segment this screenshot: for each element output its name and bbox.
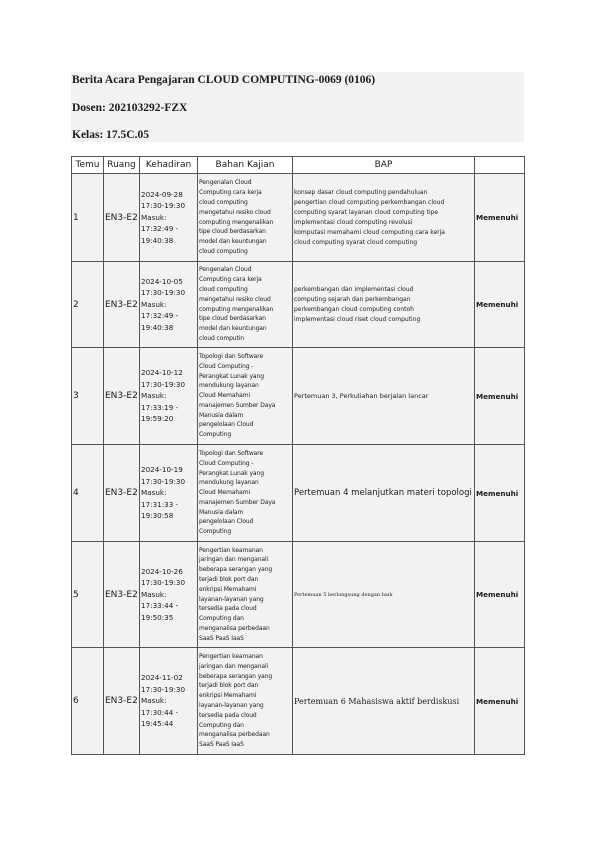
bahan-line: Computing cara kerja — [199, 189, 262, 197]
cell-bahan-kajian — [198, 445, 293, 542]
table-header-row — [72, 157, 525, 174]
cell-kehadiran — [140, 174, 198, 262]
kehadiran-line: 2024-10-05 — [141, 276, 183, 286]
cell-status: Memenuhi — [475, 262, 525, 348]
cell-bap — [293, 445, 475, 542]
bahan-line: Perangkat Lunak yang — [199, 469, 264, 477]
cell-ruang: EN3-E2 — [104, 262, 140, 348]
kehadiran-line: Masuk: — [141, 299, 167, 309]
col-header-bahan-kajian: Bahan Kajian — [198, 157, 293, 174]
cell-kehadiran — [140, 542, 198, 648]
bap-line: implementasi cloud computing revolusi — [294, 218, 413, 226]
bap-line: Pertemuan 6 Mahasiswa aktif berdiskusi — [294, 696, 460, 706]
table-row — [72, 262, 525, 348]
kehadiran-line: 17:30-19:30 — [141, 476, 186, 486]
cell-temu: 2 — [72, 262, 104, 348]
cell-bahan-kajian — [198, 648, 293, 755]
bap-line: konsep dasar cloud computing pendahuluan — [294, 188, 428, 196]
bahan-line: Manusia dalam — [199, 411, 244, 419]
bahan-line: Computing dan — [199, 615, 244, 623]
bahan-line: SaaS PaaS IaaS — [199, 741, 244, 749]
bahan-line: Pengenalan Cloud — [199, 179, 252, 187]
bahan-line: enkripsi Memahami — [199, 585, 257, 593]
bahan-line: mengetahui resiko cloud — [199, 295, 271, 303]
kehadiran-line: 17:30-19:30 — [141, 288, 186, 298]
bap-line: Pertemuan 4 melanjutkan materi topologi — [294, 488, 472, 498]
cell-status: Memenuhi — [475, 174, 525, 262]
bap-line: cloud computing syarat cloud computing — [294, 238, 418, 246]
bahan-line: computing mengenalikan — [199, 305, 274, 313]
cell-ruang: EN3-E2 — [104, 348, 140, 445]
bahan-line: Perangkat Lunak yang — [199, 372, 264, 380]
bahan-line: tersedia pada cloud — [199, 605, 257, 613]
bahan-line: enkripsi Memahami — [199, 692, 257, 700]
bahan-line: Computing cara kerja — [199, 276, 262, 284]
bahan-line: terjadi blok port dan — [199, 682, 259, 690]
kehadiran-line: 19:45:44 — [141, 719, 174, 729]
bahan-line: tersedia pada cloud — [199, 711, 257, 719]
bahan-line: terjadi blok port dan — [199, 575, 259, 583]
bahan-line: mendukung layanan — [199, 382, 259, 390]
kehadiran-line: 2024-10-26 — [141, 566, 183, 576]
report-header — [71, 72, 524, 142]
bahan-line: computing mengenalikan — [199, 218, 274, 226]
kehadiran-line: 17:30:44 - — [141, 707, 179, 717]
kehadiran-line: 17:30-19:30 — [141, 578, 186, 588]
kehadiran-line: 17:32:49 - — [141, 224, 179, 234]
bahan-line: mengetahui resiko cloud — [199, 208, 271, 216]
bahan-line: tipe cloud berdasarkan — [199, 315, 266, 323]
bahan-line: beberapa serangan yang — [199, 566, 273, 574]
kehadiran-line: 2024-11-02 — [141, 673, 183, 683]
kehadiran-line: 17:33:19 - — [141, 402, 179, 412]
kehadiran-line: 2024-10-12 — [141, 368, 183, 378]
cell-bahan-kajian — [198, 262, 293, 348]
kehadiran-line: 19:40:38 — [141, 322, 174, 332]
cell-bahan-kajian — [198, 348, 293, 445]
kehadiran-line: 19:59:20 — [141, 414, 174, 424]
kehadiran-line: 17:30-19:30 — [141, 684, 186, 694]
bahan-line: menganalisa perbedaan — [199, 731, 270, 739]
cell-kehadiran — [140, 445, 198, 542]
cell-bahan-kajian — [198, 542, 293, 648]
kehadiran-line: Masuk: — [141, 212, 167, 222]
bahan-line: cloud computing — [199, 247, 248, 255]
cell-status: Memenuhi — [475, 348, 525, 445]
cell-kehadiran — [140, 648, 198, 755]
bahan-line: Cloud Memahami — [199, 489, 251, 497]
bahan-line: Cloud Computing - — [199, 459, 254, 467]
cell-bap — [293, 348, 475, 445]
cell-status: Memenuhi — [475, 542, 525, 648]
bahan-line: cloud computin — [199, 334, 245, 342]
col-header-kehadiran: Kehadiran — [140, 157, 198, 174]
bahan-line: manajemen Sumber Daya — [199, 498, 276, 506]
bahan-line: layanan-layanan yang — [199, 595, 264, 603]
table-row — [72, 348, 525, 445]
bap-line: computing syarat layanan cloud computing tipe — [294, 208, 439, 216]
bap-line: perkembangan cloud computing contoh — [294, 305, 414, 313]
col-header-ruang: Ruang — [104, 157, 140, 174]
bahan-line: Topologi dan Software — [199, 352, 264, 360]
cell-temu: 6 — [72, 648, 104, 755]
cell-bap — [293, 262, 475, 348]
bahan-line: Topologi dan Software — [199, 449, 264, 457]
bahan-line: tipe cloud berdasarkan — [199, 228, 266, 236]
report-title: Berita Acara Pengajaran CLOUD COMPUTING-0069 (0106) — [72, 74, 376, 86]
bahan-line: mendukung layanan — [199, 479, 259, 487]
kehadiran-line: Masuk: — [141, 391, 167, 401]
cell-temu: 5 — [72, 542, 104, 648]
class-id: Kelas: 17.5C.05 — [72, 129, 149, 141]
kehadiran-line: Masuk: — [141, 488, 167, 498]
bahan-line: Computing dan — [199, 721, 244, 729]
kehadiran-line: 17:30-19:30 — [141, 201, 186, 211]
kehadiran-line: 17:30-19:30 — [141, 379, 186, 389]
bap-line: implementasi cloud riset cloud computing — [294, 315, 421, 323]
bahan-line: beberapa serangan yang — [199, 672, 273, 680]
cell-bap — [293, 648, 475, 755]
lecturer-id: Dosen: 202103292-FZX — [72, 102, 188, 114]
kehadiran-line: 17:31:33 - — [141, 499, 179, 509]
bahan-line: Pengertian keamanan — [199, 546, 263, 554]
cell-temu: 3 — [72, 348, 104, 445]
bap-line: komputasi memahami cloud computing cara kerja — [294, 228, 445, 236]
kehadiran-line: Masuk: — [141, 589, 167, 599]
bahan-line: cloud computing — [199, 285, 248, 293]
kehadiran-line: 17:32:49 - — [141, 311, 179, 321]
cell-bap — [293, 174, 475, 262]
bahan-line: layanan-layanan yang — [199, 702, 264, 709]
table-row — [72, 174, 525, 262]
bap-line: pengertian cloud computing perkembangan cloud — [294, 198, 445, 206]
bap-line: Pertemuan 5 berlangsung dengan baik — [294, 591, 393, 598]
bap-line: perkembangan dan implementasi cloud — [294, 285, 414, 293]
bahan-line: pengelolaan Cloud — [199, 421, 254, 429]
bahan-line: Cloud Computing - — [199, 362, 254, 370]
col-header-bap: BAP — [293, 157, 475, 174]
bap-line: Pertemuan 3, Perkuliahan berjalan lancar — [294, 392, 429, 400]
bahan-line: SaaS PaaS IaaS — [199, 634, 244, 642]
bahan-line: Pengenalan Cloud — [199, 266, 252, 274]
cell-ruang: EN3-E2 — [104, 648, 140, 755]
bahan-line: Computing — [199, 431, 232, 439]
bahan-line: pengelolaan Cloud — [199, 518, 254, 526]
bahan-line: jaringan dan menganali — [199, 662, 269, 670]
bahan-line: model dan keuntungan — [199, 325, 267, 333]
bahan-line: cloud computing — [199, 198, 248, 206]
bahan-line: Manusia dalam — [199, 508, 244, 516]
kehadiran-line: 19:30:58 — [141, 511, 174, 521]
col-header-temu: Temu — [72, 157, 104, 174]
cell-bahan-kajian — [198, 174, 293, 262]
table-row — [72, 445, 525, 542]
bahan-line: Pengertian keamanan — [199, 653, 263, 661]
kehadiran-line: 19:50:35 — [141, 612, 174, 622]
bahan-line: menganalisa perbedaan — [199, 624, 270, 632]
cell-kehadiran — [140, 262, 198, 348]
cell-status: Memenuhi — [475, 445, 525, 542]
cell-ruang: EN3-E2 — [104, 174, 140, 262]
table-row — [72, 648, 525, 755]
teaching-record-table — [71, 156, 525, 755]
kehadiran-line: Masuk: — [141, 696, 167, 706]
bahan-line: Computing — [199, 528, 232, 536]
cell-ruang: EN3-E2 — [104, 542, 140, 648]
kehadiran-line: 2024-10-19 — [141, 465, 183, 475]
bahan-line: jaringan dan menganali — [199, 556, 269, 564]
kehadiran-line: 2024-09-28 — [141, 189, 183, 199]
bap-line: computing sejarah dan perkembangan — [294, 295, 411, 303]
kehadiran-line: 17:33:44 - — [141, 601, 179, 611]
bahan-line: Cloud Memahami — [199, 392, 251, 400]
cell-bap — [293, 542, 475, 648]
col-header-status — [475, 157, 525, 174]
bahan-line: model dan keuntungan — [199, 238, 267, 246]
cell-temu: 4 — [72, 445, 104, 542]
kehadiran-line: 19:40:38 — [141, 235, 174, 245]
cell-temu: 1 — [72, 174, 104, 262]
cell-ruang: EN3-E2 — [104, 445, 140, 542]
cell-status: Memenuhi — [475, 648, 525, 755]
bahan-line: manajemen Sumber Daya — [199, 401, 276, 409]
table-row — [72, 542, 525, 648]
cell-kehadiran — [140, 348, 198, 445]
